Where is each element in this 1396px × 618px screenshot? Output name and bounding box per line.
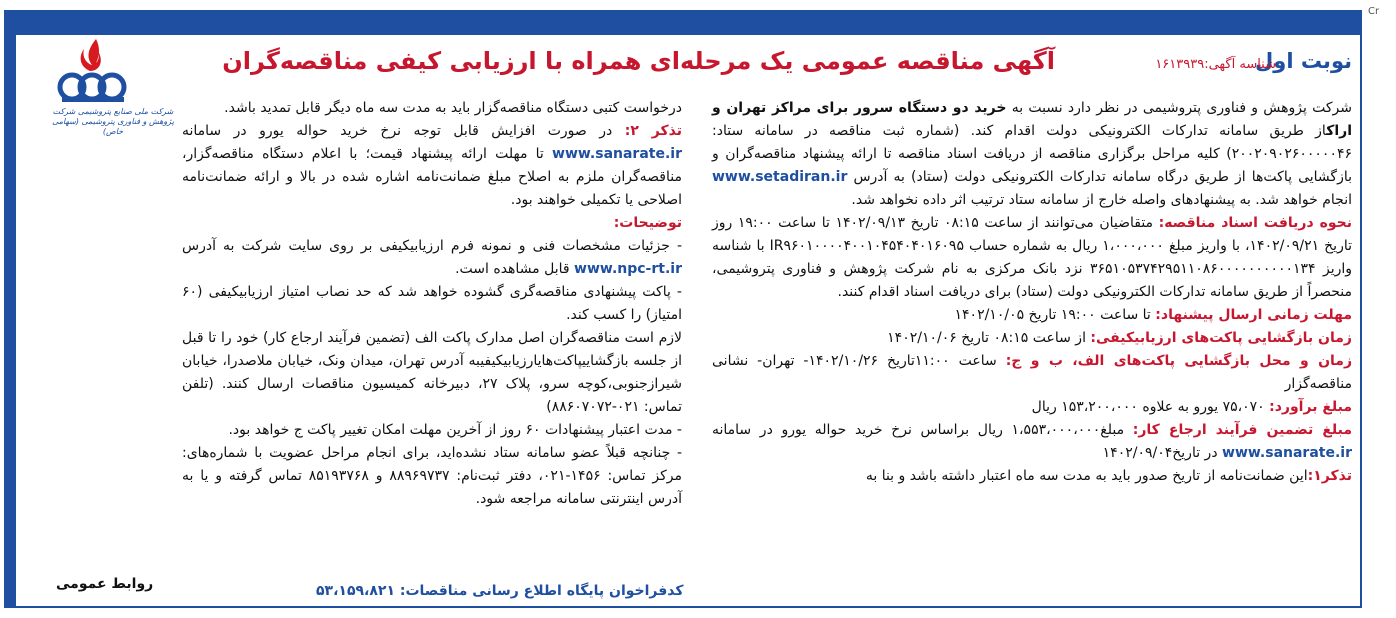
corner-label: Cr xyxy=(1368,6,1380,17)
headline: آگهی مناقصه عمومی یک مرحله‌ای همراه با ارزیابی کیفی مناقصه‌گران xyxy=(222,47,1055,75)
submission-paragraph: لازم است مناقصه‌گران اصل مدارک پاکت الف (تضمین فرآیند ارجاع کار) خود را تا قبل از جلسه بازگشاییپاکت‌هایارزیابیکیفیبه آدرس تهران، میدان ونک، خیابان ملاصدرا، خیابان شیرازجنوبی،کوچه سرو، پلاک ۲۷، دبیرخانه کمیسیون مناقصات ارسال کنند. (تلفن تماس: ۰۲۱-۸۸۶۰۷۰۷۲) xyxy=(182,330,682,415)
validity-paragraph: درخواست کتبی دستگاه مناقصه‌گزار باید به مدت سه ماه دیگر قابل تمدید باشد. xyxy=(224,100,682,116)
envelope-opening-paragraph: زمان و محل بازگشایی پاکت‌های الف، ب و ج: ساعت ۱۱:۰۰تاریخ ۱۴۰۲/۱۰/۲۶- تهران- نشانی مناقصه‌گزار xyxy=(712,353,1353,392)
setadiran-link[interactable]: www.setadiran.ir xyxy=(712,169,848,185)
estimate-paragraph: مبلغ برآورد: ۷۵،۰۷۰ یورو به علاوه ۱۵۳،۲۰۰،۰۰۰ ریال xyxy=(1031,399,1352,415)
explanations-heading: توضیحات: xyxy=(613,215,682,231)
guarantee-paragraph: مبلغ تضمین فرآیند ارجاع کار: مبلغ۱،۵۵۳،۰۰۰،۰۰۰ ریال براساس نرخ خرید حواله یورو در سامانه www.sanarate.ir در تاریخ۱۴۰۲/۰۹/۰۴ xyxy=(712,422,1353,461)
quality-opening-paragraph: زمان بازگشایی پاکت‌های ارزیابیکیفی: از ساعت ۰۸:۱۵ تاریخ ۱۴۰۲/۱۰/۰۶ xyxy=(887,330,1352,346)
ad-id: شناسه آگهی:۱۶۱۳۹۳۹ xyxy=(1155,57,1276,72)
docs-paragraph: نحوه دریافت اسناد مناقصه: متقاضیان می‌توانند از ساعت ۰۸:۱۵ تاریخ ۱۴۰۲/۰۹/۱۳ تا ساعت ۱۹:۰۰ روز تاریخ ۱۴۰۲/۰۹/۲۱، با واریز مبلغ ۱،۰۰۰،۰۰۰ ریال به شماره حساب IR۹۶۰۱۰۰۰۰۴۰۰۱۰۴۵۴۰۴۰۱۶۰۹۵ با شناسه واریز ۳۶۵۱۰۵۳۷۴۲۹۵۱۱۰۸۶۰۰۰۰۰۰۰۰۰۰۱۳۴ نزد بانک مرکزی به نام شرکت پژوهش و فناوری پتروشیمی، منحصراً از طریق سامانه تدارکات الکترونیکی دولت (ستاد) برای دریافت اسناد اقدام کنند. xyxy=(712,215,1353,300)
intro-paragraph: شرکت پژوهش و فناوری پتروشیمی در نظر دارد نسبت به خرید دو دستگاه سرور برای مراکز تهران و اراکاز طریق سامانه تدارکات الکترونیکی دولت اقدام کند. (شماره ثبت مناقصه در سامانه ستاد: ۲۰۰۲۰۹۰۲۶۰۰۰۰۰۴۶) کلیه مراحل برگزاری مناقصه از دریافت اسناد مناقصه تا ارائه پیشنهاد مناقصه‌گران و بازگشایی پاکت‌ها از طریق درگاه سامانه تدارکات الکترونیکی دولت (ستاد) به آدرس www.setadiran.ir انجام خواهد شد. به پیشنهادهای واصله خارج از سامانه ستاد ترتیب اثر داده نخواهد شد. xyxy=(712,100,1352,208)
specs-paragraph: - جزئیات مشخصات فنی و نمونه فرم ارزیابیکیفی بر روی سایت شرکت به آدرس www.npc-rt.ir قابل مشاهده است. xyxy=(182,238,682,277)
public-relations-signature: روابط عمومی xyxy=(56,576,154,592)
sanarate-link-2[interactable]: www.sanarate.ir xyxy=(552,146,682,162)
offer-validity-paragraph: - مدت اعتبار پیشنهادات ۶۰ روز از آخرین مهلت امکان تغییر پاکت ج خواهد بود. xyxy=(228,422,682,438)
threshold-paragraph: - پاکت پیشنهادی مناقصه‌گری گشوده خواهد شد که حد نصاب امتیاز ارزیابیکیفی (۶۰ امتیاز) را کسب کند. xyxy=(182,284,682,323)
round-label: نوبت اول xyxy=(1255,49,1352,73)
ad-body xyxy=(16,35,1360,606)
note2-paragraph: تذکر ۲: در صورت افزایش قابل توجه نرخ خرید حواله یورو در سامانه www.sanarate.ir تا مهلت ارائه پیشنهاد قیمت؛ با اعلام دستگاه مناقصه‌گزار، مناقصه‌گران ملزم به اصلاح مبلغ ضمانت‌نامه اشاره شده در بالا و ارائه ضمانت‌نامه اصلاحی یا تکمیلی خواهند بود. xyxy=(182,123,682,208)
deadline-paragraph: مهلت زمانی ارسال پیشنهاد: تا ساعت ۱۹:۰۰ تاریخ ۱۴۰۲/۱۰/۰۵ xyxy=(954,307,1352,323)
sanarate-link-1[interactable]: www.sanarate.ir xyxy=(1222,445,1352,461)
membership-paragraph: - چنانچه قبلاً عضو سامانه ستاد نشده‌اید، برای انجام مراحل عضویت با شماره‌های: مرکز تماس: ۱۴۵۶-۰۲۱، دفتر ثبت‌نام: ۸۸۹۶۹۷۳۷ و ۸۵۱۹۳۷۶۸ تماس گرفته و یا به آدرس اینترنتی سامانه مراجعه شود. xyxy=(182,445,682,507)
note1-paragraph: تذکر۱:این ضمانت‌نامه از تاریخ صدور باید به مدت سه ماه اعتبار داشته باشد و بنا به xyxy=(865,468,1352,484)
ad-header xyxy=(16,35,1360,95)
right-column xyxy=(712,97,1352,488)
logo-caption: شرکت ملی صنایع پتروشیمی شرکت پژوهش و فناوری پتروشیمی (سهامی خاص) xyxy=(52,107,174,136)
flame-logo-icon xyxy=(34,35,154,109)
tender-code: کدفراخوان پایگاه اطلاع رسانی مناقصات: ۵۳،۱۵۹،۸۲۱ xyxy=(316,583,684,599)
npc-rt-link[interactable]: www.npc-rt.ir xyxy=(574,261,682,277)
npc-logo xyxy=(34,35,174,136)
left-column xyxy=(182,97,682,511)
ad-frame xyxy=(4,10,1362,608)
